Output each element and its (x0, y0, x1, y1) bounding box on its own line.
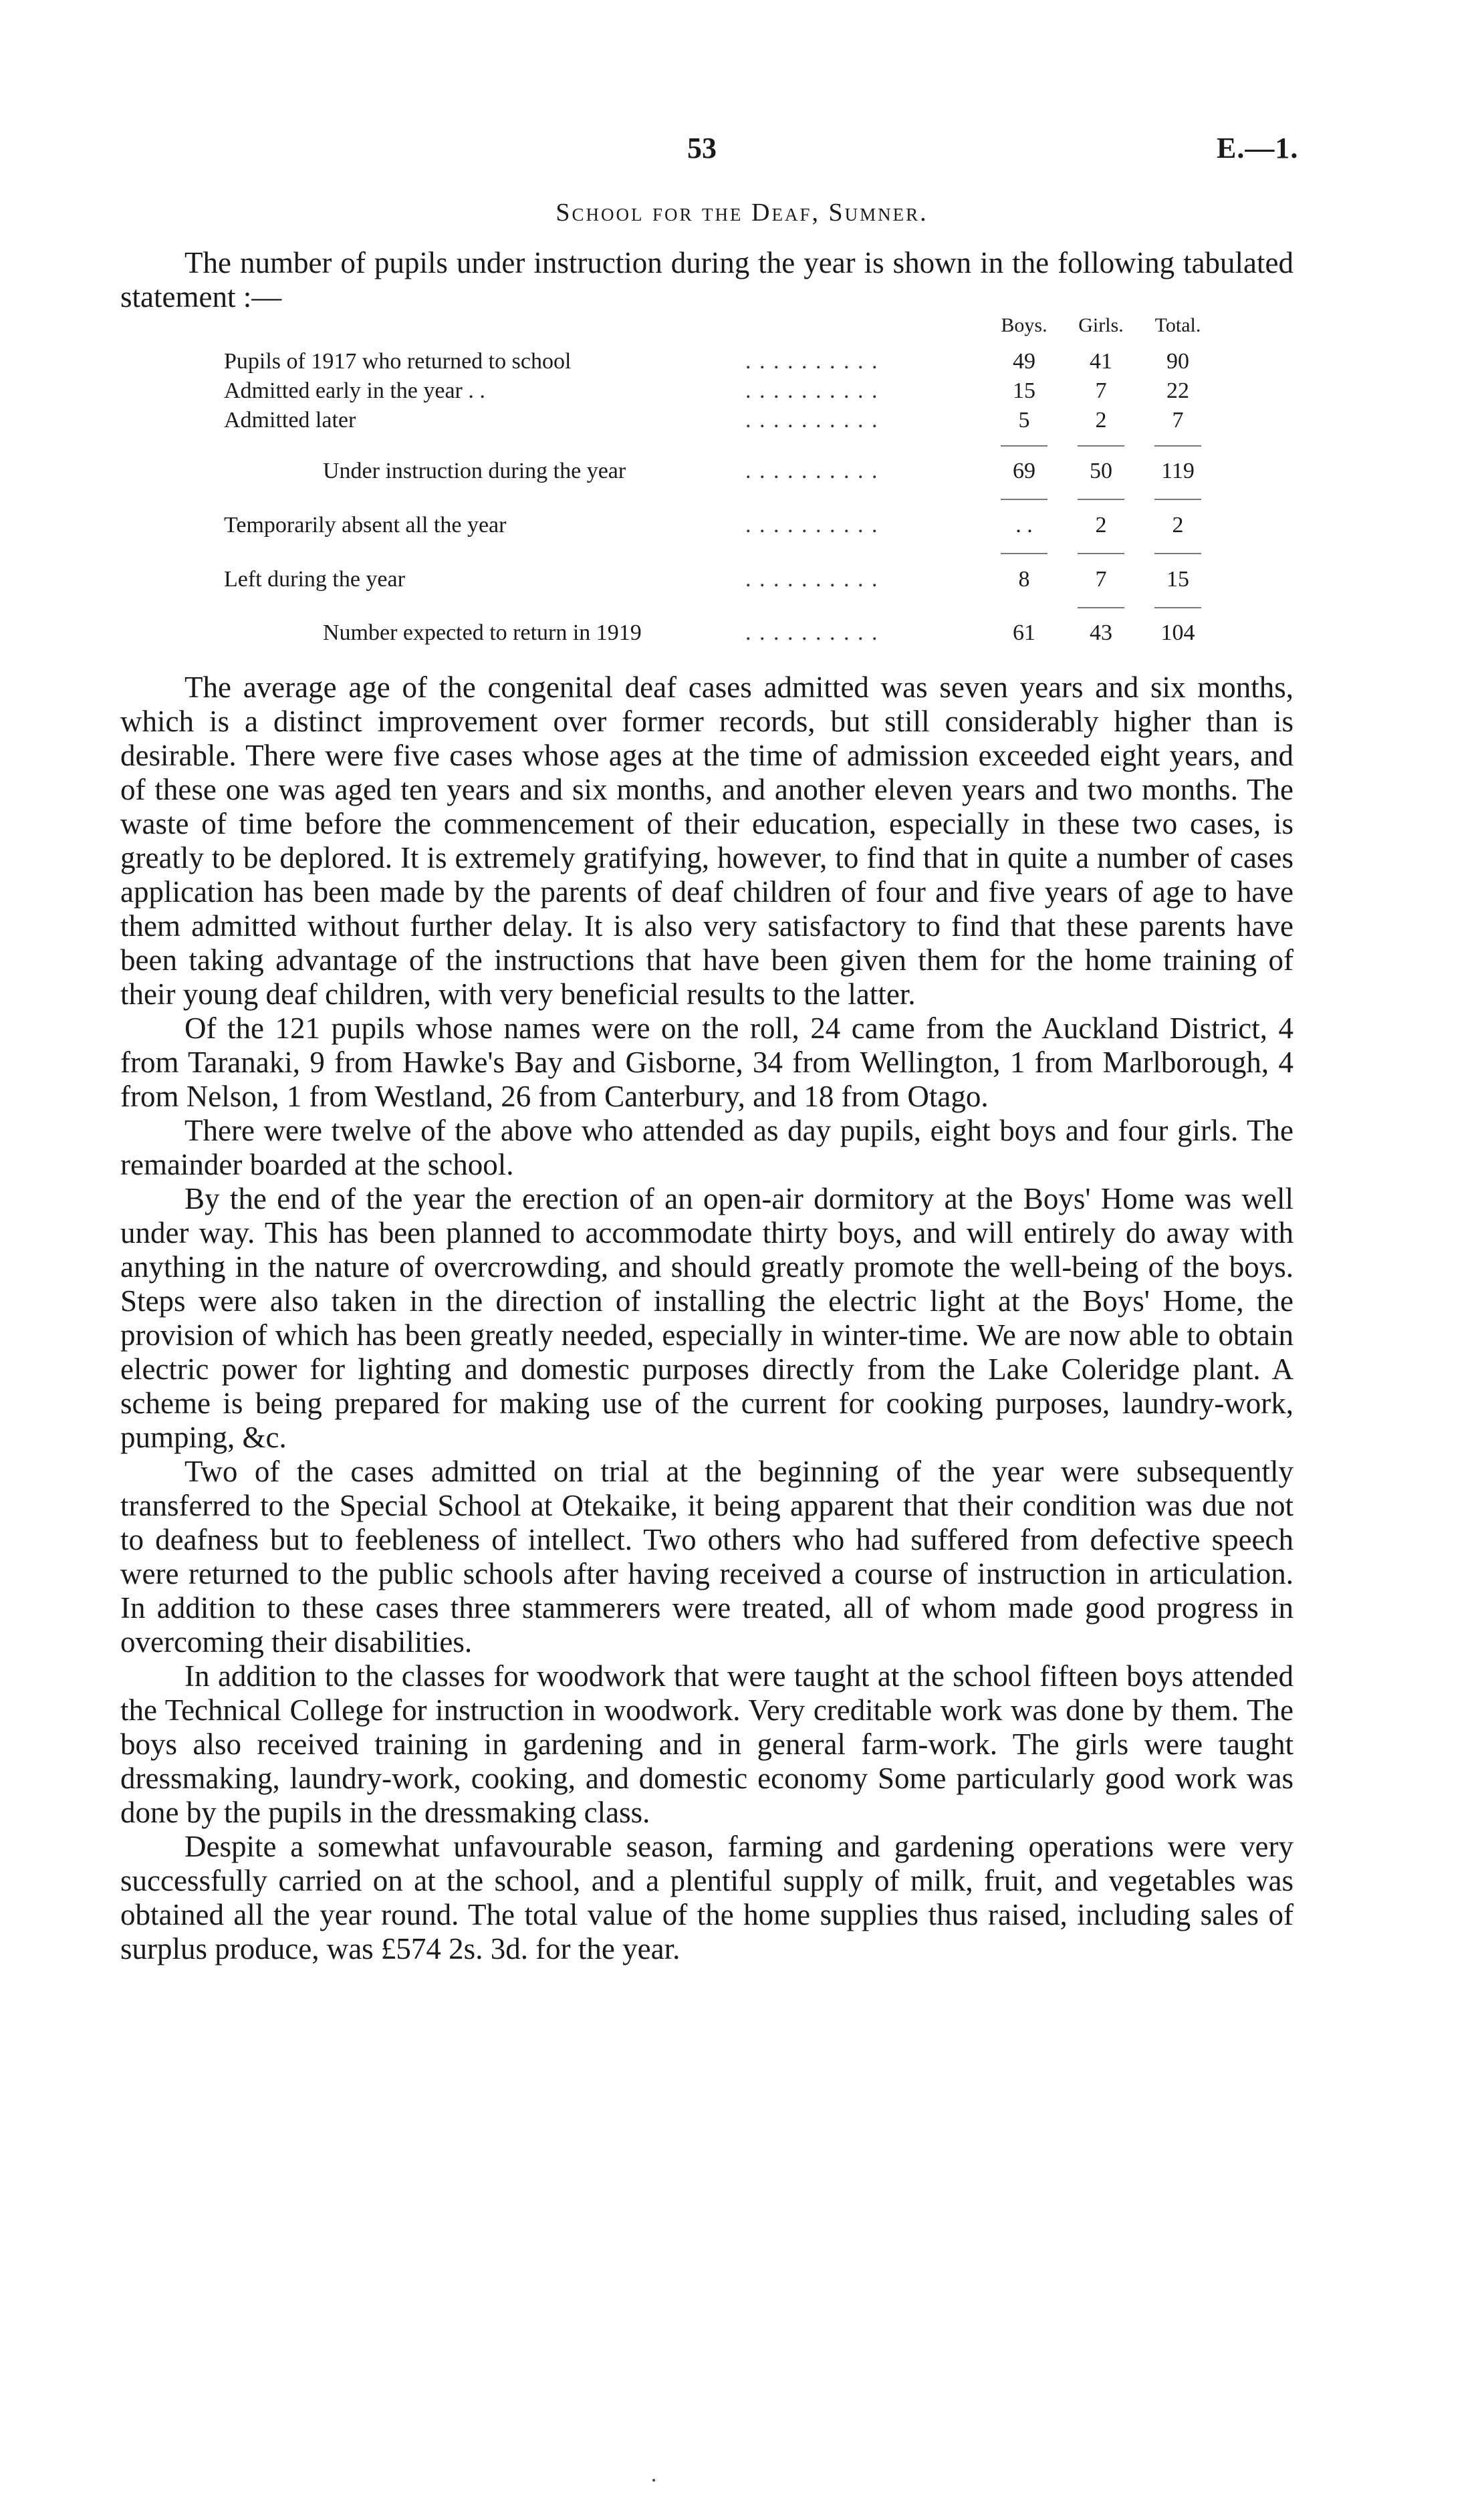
cell-boys: 69 (1013, 459, 1035, 483)
dot-leader: . . . . . . . . . . (745, 408, 879, 433)
cell-girls: 2 (1095, 408, 1107, 433)
cell-total: 7 (1172, 408, 1184, 433)
cell-total: 22 (1166, 378, 1189, 403)
intro-text: The number of pupils under instruction during the year is shown in the following tabulated statement :— (120, 246, 1293, 314)
dot-leader: . . . . . . . . . . (745, 349, 879, 374)
total-rule (1154, 445, 1201, 447)
paragraph-woodwork: In addition to the classes for woodwork that were taught at the school fifteen boys attended the Technical College for instruction in woodwork. Very creditable work was done by them. The boys also received training in gardening and in general farm-work. The girls were taught dressmaking, laundry-work, cooking, and domestic economy Some particularly good work was done by the pupils in the dressmaking class. (120, 1659, 1293, 1829)
intro-paragraph (120, 246, 1293, 314)
table-row (224, 378, 1193, 408)
cell-boys: . . (1015, 513, 1033, 537)
total-rule (1078, 607, 1124, 608)
table-row (224, 349, 1193, 378)
total-rule (1078, 553, 1124, 554)
table-row (224, 513, 1193, 542)
table-row (224, 620, 1193, 650)
total-rule (1078, 499, 1124, 500)
total-rule (1154, 553, 1201, 554)
total-rule (1001, 445, 1047, 447)
paragraph-average-age: The average age of the congenital deaf cases admitted was seven years and six months, which is a distinct improvement over former records, but still considerably higher than is desirable. There were five cases whose ages at the time of admission exceeded eight years, and of these one was aged ten years and six months, and another eleven years and two months. The waste of time before the commencement of their education, especially in these two cases, is greatly to be deplored. It is extremely gratifying, however, to find that in quite a number of cases application has been made by the parents of deaf children of four and five years of age to have them admitted without further delay. It is also very satisfactory to find that these parents have been taking advantage of the instructions that have been given them for the home training of their young deaf children, with very beneficial results to the latter. (120, 671, 1293, 1011)
page-number: 53 (687, 132, 717, 164)
dot-leader: . . . . . . . . . . (745, 459, 879, 483)
paragraph-transfers: Two of the cases admitted on trial at the beginning of the year were subsequently transferred to the Special School at Otekaike, it being apparent that their condition was due not to deafness but to feebleness of intellect. Two others who had suffered from defective speech were returned to the public schools after having received a course of instruction in articulation. In addition to these cases three stammerers were treated, all of whom made good progress in overcoming their disabilities. (120, 1455, 1293, 1659)
total-rule (1001, 499, 1047, 500)
row-label: Left during the year (224, 567, 405, 592)
cell-girls: 7 (1095, 567, 1107, 592)
row-label: Under instruction during the year (323, 459, 626, 483)
row-label: Number expected to return in 1919 (323, 620, 642, 645)
cell-girls: 50 (1090, 459, 1112, 483)
dot-leader: . . . . . . . . . . (745, 620, 879, 645)
dot-leader: . . . . . . . . . . (745, 567, 879, 592)
cell-girls: 2 (1095, 513, 1107, 537)
paragraph-districts: Of the 121 pupils whose names were on the roll, 24 came from the Auckland District, 4 from Taranaki, 9 from Hawke's Bay and Gisborne, 34 from Wellington, 1 from Marlborough, 4 from Nelson, 1 from Westland, 26 from Canterbury, and 18 from Otago. (120, 1011, 1293, 1113)
cell-total: 2 (1172, 513, 1184, 537)
total-rule (1078, 445, 1124, 447)
cell-girls: 43 (1090, 620, 1112, 645)
cell-total: 15 (1166, 567, 1189, 592)
cell-total: 90 (1166, 349, 1189, 374)
table-row (224, 459, 1193, 488)
paragraph-day-pupils: There were twelve of the above who attended as day pupils, eight boys and four girls. The remainder boarded at the school. (120, 1114, 1293, 1181)
cell-girls: 7 (1095, 378, 1107, 403)
row-label: Admitted later (224, 408, 356, 433)
cell-boys: 61 (1013, 620, 1035, 645)
total-rule (1001, 553, 1047, 554)
cell-boys: 15 (1013, 378, 1035, 403)
cell-total: 119 (1161, 459, 1195, 483)
total-rule (1154, 499, 1201, 500)
row-label: Admitted early in the year . . (224, 378, 485, 403)
report-body (120, 671, 1293, 1966)
print-speck (652, 2479, 655, 2482)
paragraph-dormitory: By the end of the year the erection of an open-air dormitory at the Boys' Home was well under way. This has been planned to accommodate thirty boys, and will entirely do away with anything in the nature of overcrowding, and should greatly promote the well-being of the boys. Steps were also taken in the direction of installing the electric light at the Boys' Home, the provision of which has been greatly needed, especially in winter-time. We are now able to obtain electric power for lighting and domestic purposes directly from the Lake Coleridge plant. A scheme is being prepared for making use of the current for cooking purposes, laundry-work, pumping, &c. (120, 1182, 1293, 1454)
column-header-total: Total. (1154, 314, 1201, 336)
row-label: Temporarily absent all the year (224, 513, 507, 537)
column-header-girls: Girls. (1078, 314, 1124, 336)
dot-leader: . . . . . . . . . . (745, 513, 879, 537)
cell-boys: 8 (1018, 567, 1030, 592)
table-row (224, 408, 1193, 437)
row-label: Pupils of 1917 who returned to school (224, 349, 572, 374)
column-header-boys: Boys. (1001, 314, 1047, 336)
cell-boys: 49 (1013, 349, 1035, 374)
cell-boys: 5 (1018, 408, 1030, 433)
total-rule (1154, 607, 1201, 608)
paragraph-farming: Despite a somewhat unfavourable season, farming and gardening operations were very successfully carried on at the school, and a plentiful supply of milk, fruit, and vegetables was obtained all the year round. The total value of the home supplies thus raised, including sales of surplus produce, was £574 2s. 3d. for the year. (120, 1830, 1293, 1965)
document-reference: E.—1. (1217, 132, 1299, 164)
cell-girls: 41 (1090, 349, 1112, 374)
cell-total: 104 (1160, 620, 1195, 645)
dot-leader: . . . . . . . . . . (745, 378, 879, 403)
section-title: School for the Deaf, Sumner. (555, 199, 929, 227)
table-row (224, 567, 1193, 596)
